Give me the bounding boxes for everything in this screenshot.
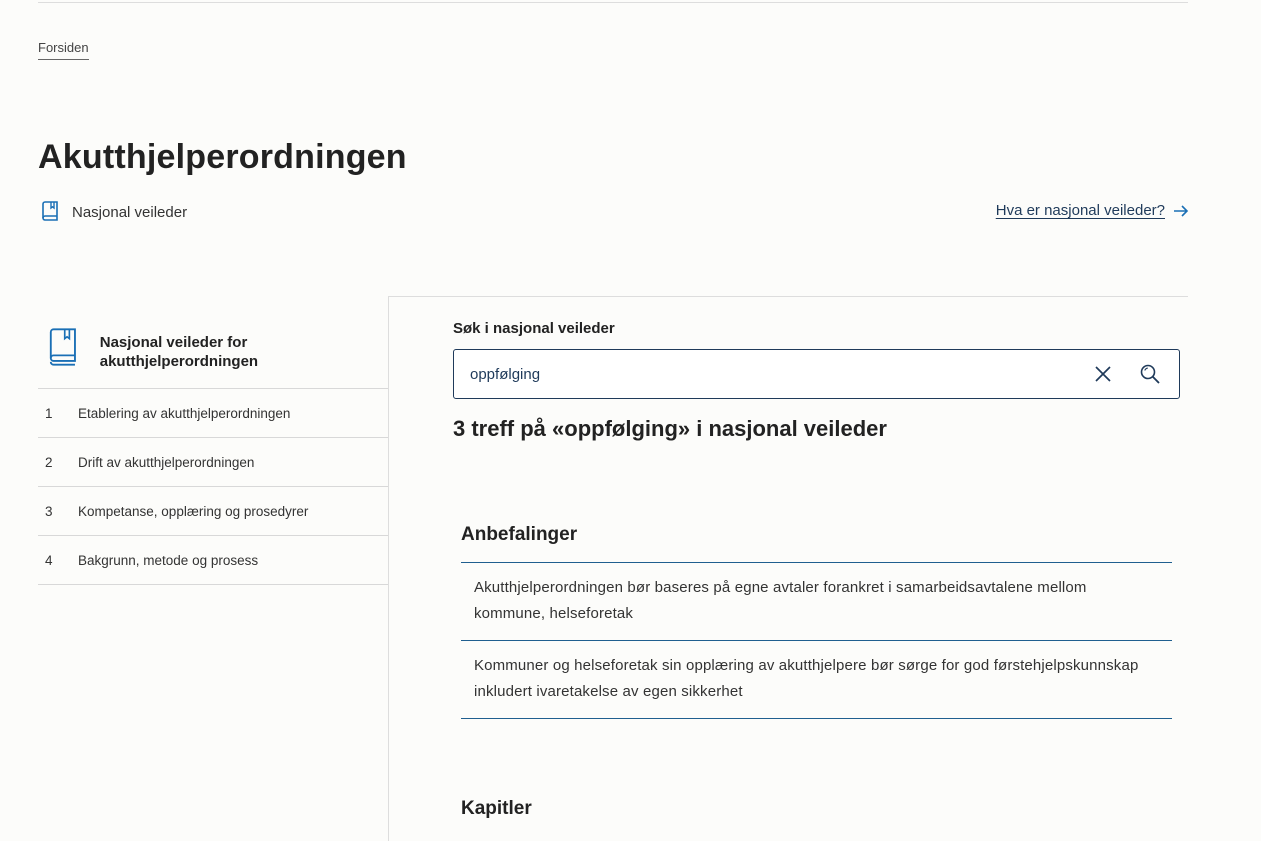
recommendations-title: Anbefalinger	[461, 524, 578, 545]
sidebar-item-number: 2	[45, 454, 53, 470]
page-title: Akutthjelperordningen	[38, 138, 407, 176]
arrow-right-icon	[1173, 204, 1189, 218]
sidebar	[38, 325, 388, 585]
sidebar-item-drift[interactable]	[38, 438, 388, 487]
search-input-value[interactable]: oppfølging	[470, 365, 541, 383]
results-heading: 3 treff på «oppfølging» i nasjonal veileder	[453, 416, 887, 441]
result-item[interactable]: Akutthjelperordningen bør baseres på egne avtaler forankret i samarbeidsavtalene mellom kommune, helseforetak	[461, 563, 1172, 641]
top-divider	[38, 2, 1188, 3]
info-link-label: Hva er nasjonal veileder?	[995, 202, 1165, 219]
search-input[interactable]	[453, 349, 1180, 399]
sidebar-item-label: Etablering av akutthjelperordningen	[78, 405, 291, 421]
sidebar-item-label: Kompetanse, opplæring og prosedyrer	[78, 503, 309, 519]
sidebar-item-number: 4	[45, 552, 53, 568]
recommendations-list	[461, 562, 1172, 719]
sidebar-divider	[388, 296, 389, 841]
chapters-title: Kapitler	[461, 798, 532, 819]
sidebar-item-number: 3	[45, 503, 53, 519]
sidebar-item-bakgrunn[interactable]	[38, 536, 388, 585]
sidebar-item-number: 1	[45, 405, 53, 421]
sidebar-item-kompetanse[interactable]	[38, 487, 388, 536]
chapters-section	[461, 798, 1172, 820]
search-label: Søk i nasjonal veileder	[453, 320, 615, 337]
doc-type-label	[40, 200, 187, 224]
sidebar-item-label: Drift av akutthjelperordningen	[78, 454, 255, 470]
breadcrumb-home-link[interactable]: Forsiden	[38, 40, 89, 60]
sidebar-title: Nasjonal veileder for akutthjelperordningen	[99, 334, 259, 370]
main-content	[453, 320, 1180, 820]
sidebar-header[interactable]	[38, 325, 388, 389]
book-icon	[48, 325, 78, 369]
content-top-divider	[388, 296, 1188, 297]
what-is-guideline-link[interactable]	[996, 202, 1189, 219]
search-icon[interactable]	[1139, 363, 1161, 385]
close-icon[interactable]	[1093, 364, 1113, 384]
book-icon	[40, 200, 62, 224]
doc-type-text: Nasjonal veileder	[72, 203, 188, 221]
result-item[interactable]: Kommuner og helseforetak sin opplæring av akutthjelpere bør sørge for god førstehjelpskunnskap inkludert ivaretakelse av egen sikkerhet	[461, 641, 1172, 719]
sidebar-item-etablering[interactable]	[38, 389, 388, 438]
breadcrumb	[38, 40, 89, 60]
recommendations-section	[461, 524, 1172, 719]
sidebar-item-label: Bakgrunn, metode og prosess	[78, 552, 259, 568]
